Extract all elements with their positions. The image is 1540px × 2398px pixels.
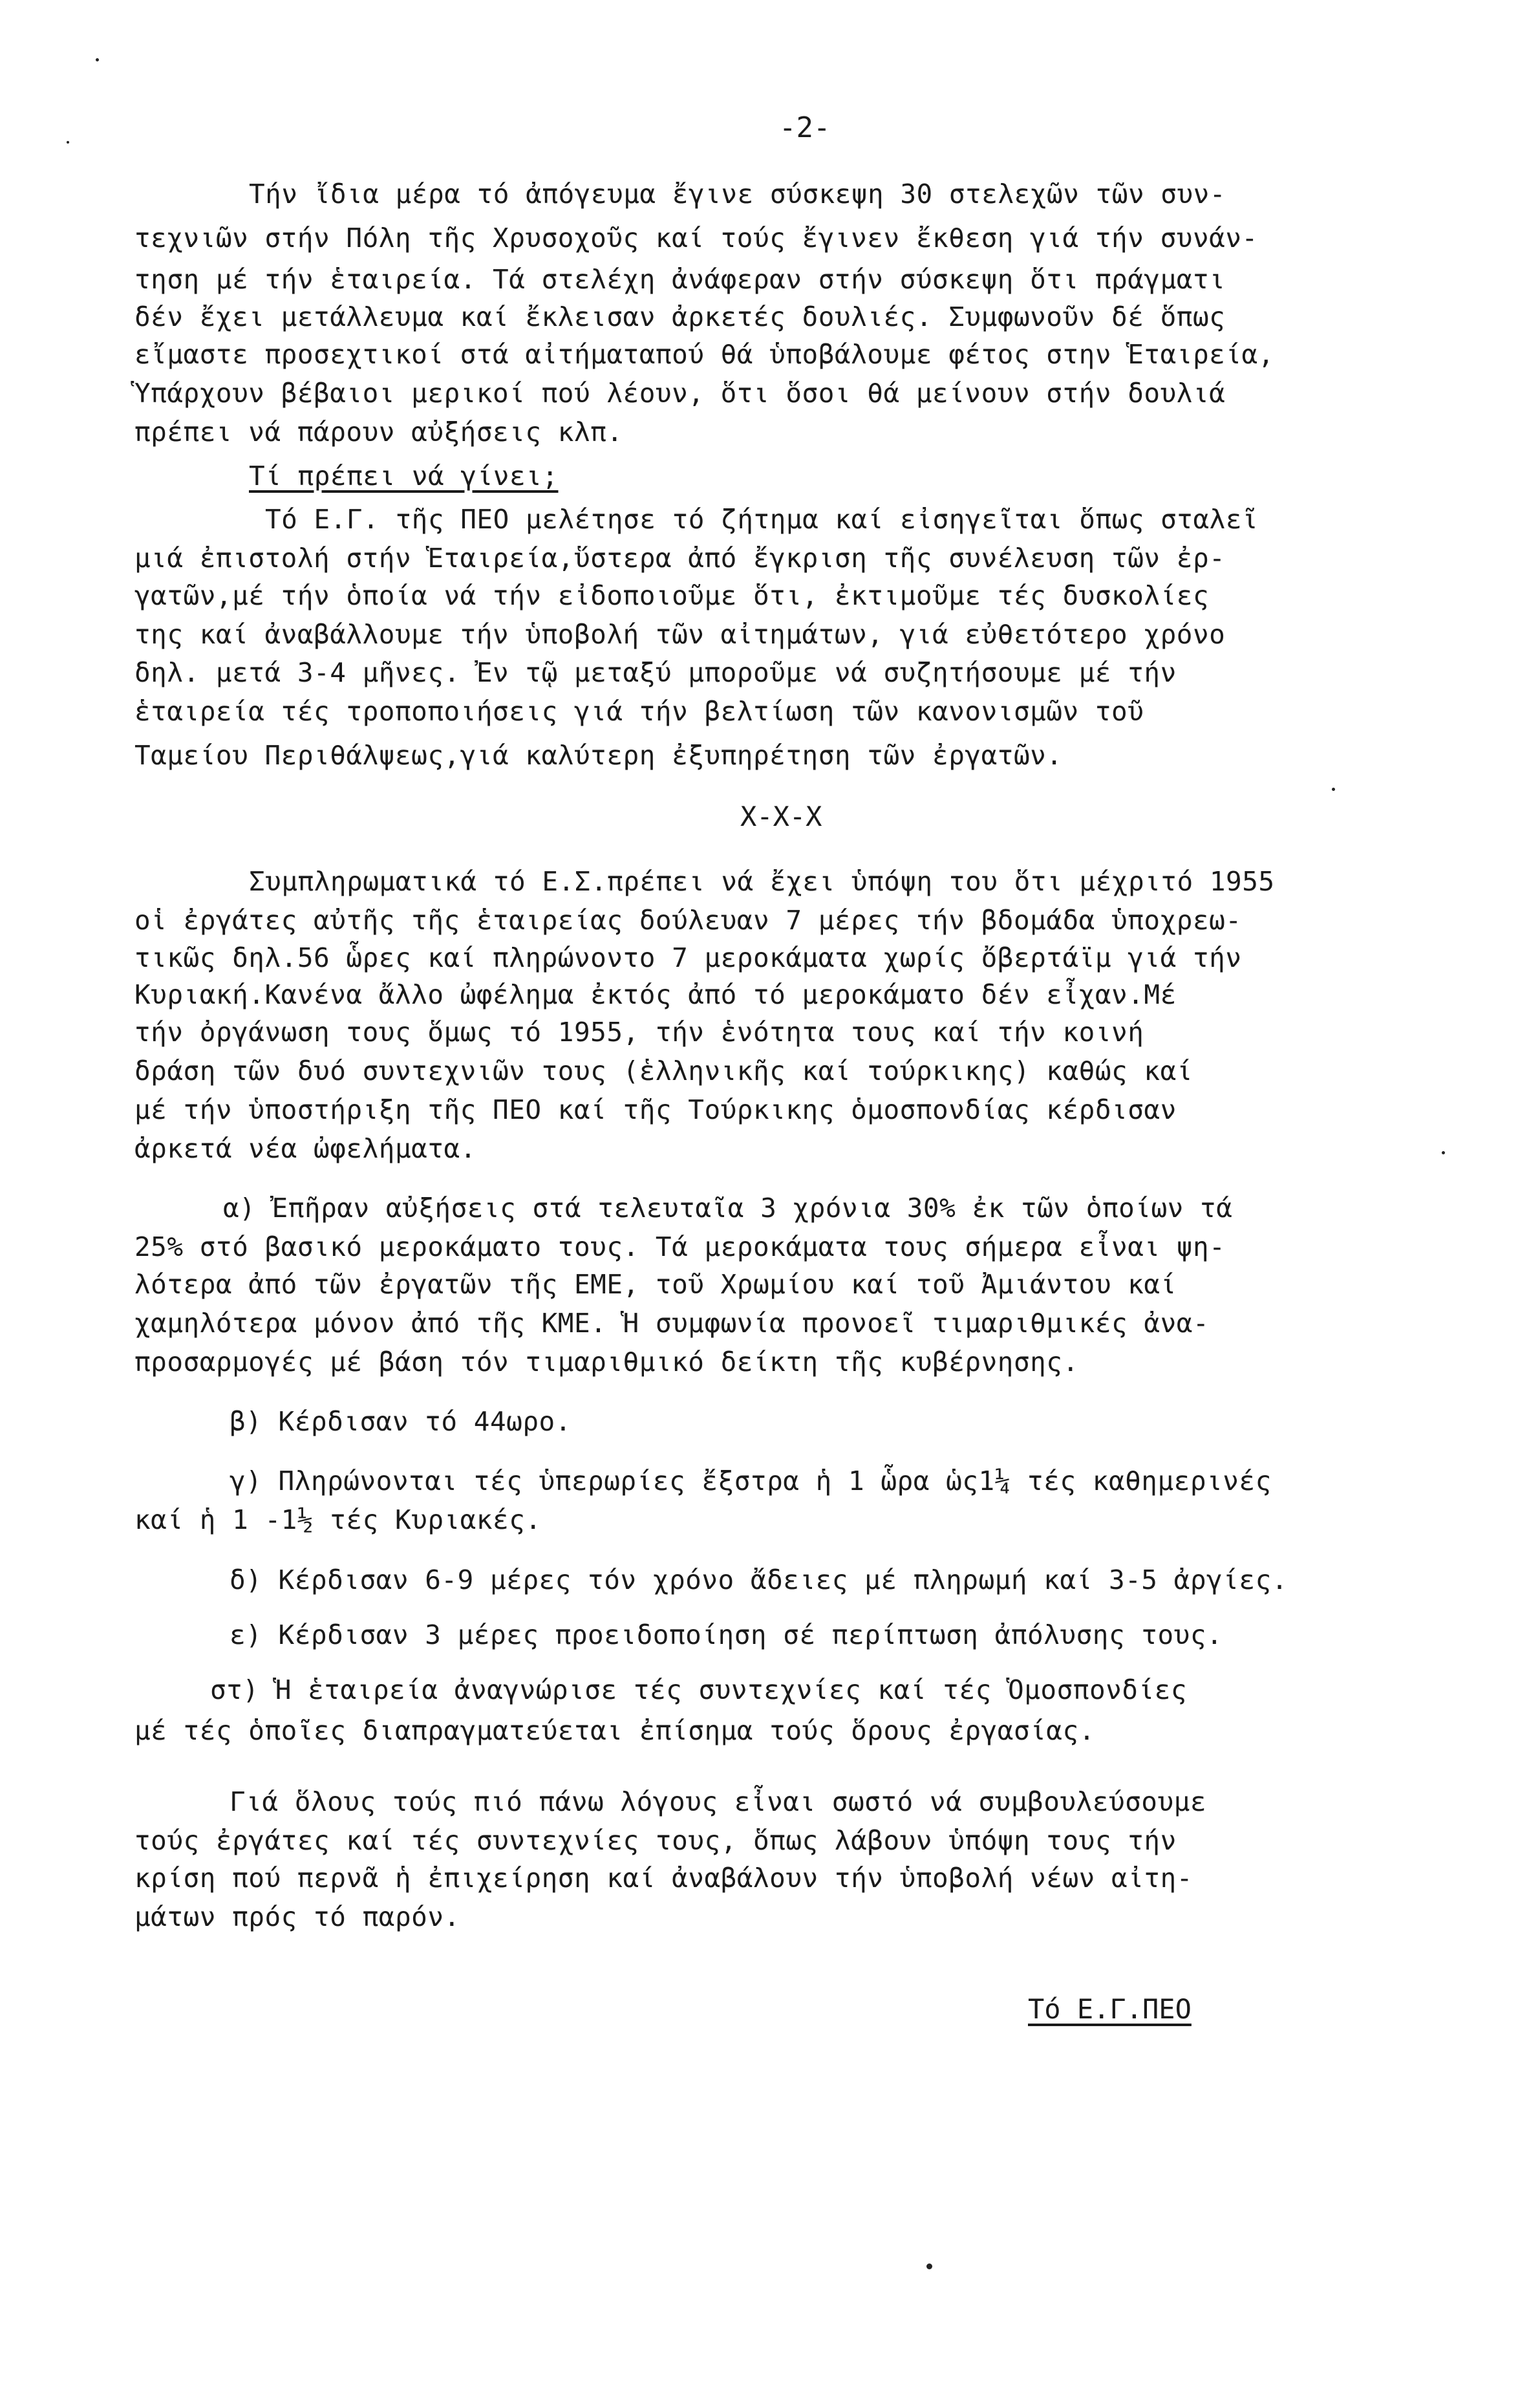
paragraph1-line: τεχνιῶν στήν Πόλη τῆς Χρυσοχοῦς καί τούς ἔγινεν ἔκθεση γιά τήν συνάν- [134,222,1258,254]
paragraph2-line: δηλ. μετά 3-4 μῆνες. Ἐν τῷ μεταξύ μποροῦμε νά συζητήσουμε μέ τήν [134,657,1177,688]
paragraph2-line: της καί ἀναβάλλουμε τήν ὑποβολή τῶν αἰτημάτων, γιά εὐθετότερο χρόνο [134,619,1226,650]
paragraph3-line: δράση τῶν δυό συντεχνιῶν τους (ἑλληνικῆς καί τούρκικης) καθώς καί [134,1055,1193,1086]
item-c-line: γ) Πληρώνονται τές ὑπερωρίες ἔξστρα ἡ 1 ὧρα ὡς1¼ τές καθημερινές [230,1465,1272,1496]
paragraph1-line: Τήν ἴδια μέρα τό ἀπόγευμα ἔγινε σύσκεψη 30 στελεχῶν τῶν συν- [249,178,1226,210]
paragraph2-line: γατῶν,μέ τήν ὁποία νά τήν εἰδοποιοῦμε ὅτι, ἐκτιμοῦμε τές δυσκολίες [134,580,1210,611]
paragraph4-line: κρίση πού περνᾶ ἡ ἐπιχείρηση καί ἀναβάλουν τήν ὑποβολή νέων αἰτη- [134,1863,1193,1894]
item-st-line: στ) Ἡ ἑταιρεία ἀναγνώρισε τές συντεχνίες καί τές Ὁμοσπονδίες [210,1674,1188,1705]
scan-speck [67,141,69,144]
paragraph3-line: Κυριακή.Κανένα ἄλλο ὠφέλημα ἐκτός ἀπό τό μεροκάματο δέν εἶχαν.Μέ [134,979,1177,1010]
paragraph2-line: μιά ἐπιστολή στήν Ἑταιρεία,ὕστερα ἀπό ἔγκριση τῆς συνέλευση τῶν ἐρ- [134,543,1226,574]
paragraph3-line: Συμπληρωματικά τό Ε.Σ.πρέπει νά ἔχει ὑπόψη του ὅτι μέχριτό 1955 [249,866,1275,897]
paragraph4-line: μάτων πρός τό παρόν. [134,1901,460,1932]
item-d: δ) Κέρδισαν 6-9 μέρες τόν χρόνο ἄδειες μέ πληρωμή καί 3-5 ἀργίες. [230,1564,1288,1595]
scan-speck [1442,1151,1445,1154]
scan-speck [96,58,99,61]
page-number: -2- [779,111,831,144]
item-a-line: 25% στό βασικό μεροκάματο τους. Τά μεροκάματα τους σήμερα εἶναι ψη- [134,1231,1226,1262]
paragraph2-line: Ταμείου Περιθάλψεως,γιά καλύτερη ἐξυπηρέτηση τῶν ἐργατῶν. [134,740,1063,771]
paragraph3-line: μέ τήν ὑποστήριξη τῆς ΠΕΟ καί τῆς Τούρκικης ὁμοσπονδίας κέρδισαν [134,1094,1177,1125]
paragraph3-line: τήν ὀργάνωση τους ὅμως τό 1955, τήν ἑνότητα τους καί τήν κοινή [134,1017,1144,1048]
item-e: ε) Κέρδισαν 3 μέρες προειδοποίηση σέ περίπτωση ἀπόλυσης τους. [230,1619,1223,1650]
paragraph4-line: τούς ἐργάτες καί τές συντεχνίες τους, ὅπως λάβουν ὑπόψη τους τήν [134,1825,1177,1856]
item-a-line: λότερα ἀπό τῶν ἐργατῶν τῆς ΕΜΕ, τοῦ Χρωμίου καί τοῦ Ἀμιάντου καί [134,1269,1177,1300]
item-a-line: προσαρμογές μέ βάση τόν τιμαριθμικό δείκτη τῆς κυβέρνησης. [134,1346,1079,1377]
paragraph3-line: τικῶς δηλ.56 ὧρες καί πληρώνοντο 7 μεροκάματα χωρίς ὄβερτάϊμ γιά τήν [134,942,1242,973]
item-a-line: α) Ἐπῆραν αὐξήσεις στά τελευταῖα 3 χρόνια 30% ἐκ τῶν ὁποίων τά [223,1193,1233,1224]
paragraph2-line: Τό Ε.Γ. τῆς ΠΕΟ μελέτησε τό ζήτημα καί εἰσηγεῖται ὅπως σταλεῖ [265,504,1259,535]
paragraph1-line: πρέπει νά πάρουν αὐξήσεις κλπ. [134,416,623,448]
scan-speck [1332,788,1335,791]
item-c-line: καί ἡ 1 -1½ τές Κυριακές. [134,1504,542,1535]
paragraph4-line: Γιά ὅλους τούς πιό πάνω λόγους εἶναι σωστό νά συμβουλεύσουμε [230,1786,1207,1817]
section-heading: Τί πρέπει νά γίνει; [249,460,559,491]
paragraph1-line: τηση μέ τήν ἑταιρεία. Τά στελέχη ἀνάφεραν στήν σύσκεψη ὅτι πράγματι [134,264,1226,295]
item-b: β) Κέρδισαν τό 44ωρο. [230,1406,572,1437]
paragraph1-line: Ὑπάρχουν βέβαιοι μερικοί πού λέουν, ὅτι ὅσοι θά μείνουν στήν δουλιά [134,378,1226,409]
scan-speck [926,2263,932,2269]
paragraph3-line: οἱ ἐργάτες αὐτῆς τῆς ἑταιρείας δούλευαν 7 μέρες τήν βδομάδα ὑποχρεω- [134,905,1242,936]
signature: Τό Ε.Γ.ΠΕΟ [1028,1993,1192,2025]
paragraph1-line: δέν ἔχει μετάλλευμα καί ἔκλεισαν ἀρκετές δουλιές. Συμφωνοῦν δέ ὅπως [134,301,1226,332]
item-st-line: μέ τές ὁποῖες διαπραγματεύεται ἐπίσημα τούς ὅρους ἐργασίας. [134,1715,1095,1746]
item-a-line: χαμηλότερα μόνον ἀπό τῆς ΚΜΕ. Ἡ συμφωνία προνοεῖ τιμαριθμικές ἀνα- [134,1308,1210,1339]
paragraph3-line: ἀρκετά νέα ὠφελήματα. [134,1133,476,1164]
section-separator: X-X-X [740,801,822,832]
paragraph2-line: ἑταιρεία τές τροποποιήσεις γιά τήν βελτίωση τῶν κανονισμῶν τοῦ [134,696,1144,727]
paragraph1-line: εἴμαστε προσεχτικοί στά αἰτήματαπού θά ὑποβάλουμε φέτος στην Ἑταιρεία, [134,339,1274,370]
